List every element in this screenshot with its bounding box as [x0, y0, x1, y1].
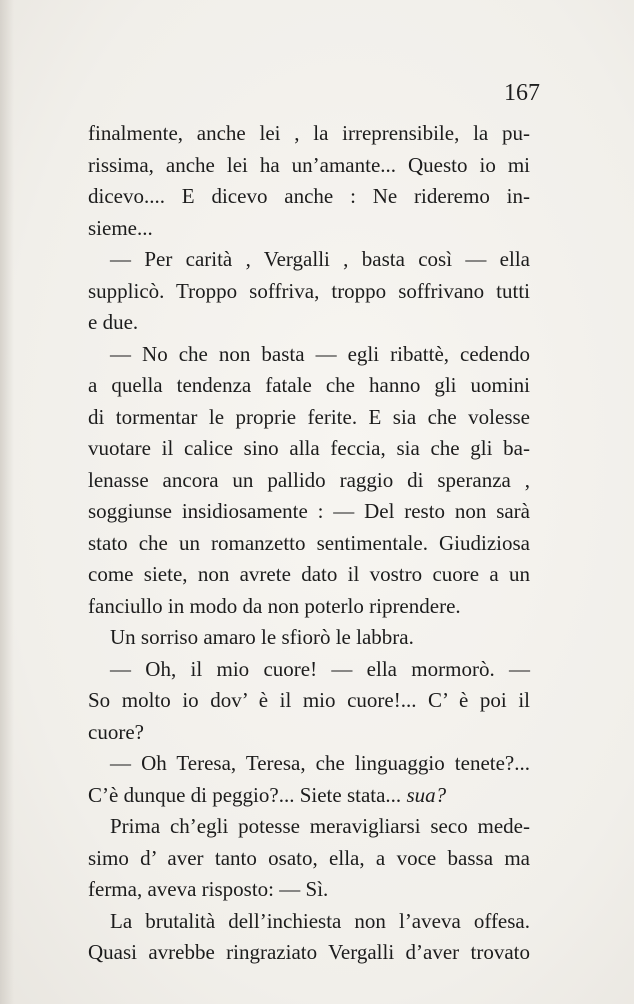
text-line-content: sieme... — [88, 215, 153, 240]
text-line — [88, 181, 530, 213]
text-line-content: — Per carità , Vergalli , basta così — ella — [110, 247, 530, 271]
text-line — [88, 559, 530, 591]
text-line — [88, 433, 530, 465]
text-line-content: La brutalità dell’inchiesta non l’aveva offesa. — [110, 908, 530, 933]
text-line-content: soggiunse insidiosamente : — Del resto non sarà — [88, 499, 530, 523]
text-line — [88, 118, 530, 150]
text-line-content: di tormentar le proprie ferite. E sia che volesse — [88, 404, 530, 429]
text-line-content: stato che un romanzetto sentimentale. Giudiziosa — [88, 530, 530, 555]
text-line — [88, 874, 530, 906]
text-line — [88, 654, 530, 686]
text-line — [88, 685, 530, 717]
text-line-content: simo d’ aver tanto osato, ella, a voce bassa ma — [88, 845, 530, 870]
text-line-content: — Oh, il mio cuore! — ella mormorò. — — [110, 656, 530, 681]
text-line-content: Quasi avrebbe ringraziato Vergalli d’aver trovato — [88, 940, 530, 964]
page-number: 167 — [504, 80, 540, 106]
text-line-content: Prima ch’egli potesse meravigliarsi seco mede- — [110, 814, 530, 838]
text-line — [88, 622, 530, 654]
text-line — [88, 370, 530, 402]
text-line-content: e due. — [88, 310, 139, 334]
italic-word: sua? — [406, 782, 447, 807]
text-line-content: Un sorriso amaro le sfiorò le labbra. — [110, 625, 414, 649]
text-line-content: So molto io dov’ è il mio cuore!... C’ è poi il — [88, 688, 530, 712]
text-line — [88, 937, 530, 969]
text-line-content: dicevo.... E dicevo anche : Ne rideremo in- — [88, 184, 530, 208]
text-line — [88, 465, 530, 497]
text-line-content: finalmente, anche lei , la irreprensibile, la pu- — [88, 121, 530, 145]
text-line — [88, 150, 530, 182]
page-gutter-shadow — [0, 0, 14, 1004]
text-line — [88, 780, 530, 812]
text-line — [88, 811, 530, 843]
text-line-content: a quella tendenza fatale che hanno gli uomini — [88, 373, 530, 397]
text-line-content: C’è dunque di peggio?... Siete stata... — [88, 782, 407, 807]
text-line-content: fanciullo in modo da non poterlo riprendere. — [88, 593, 461, 618]
text-line — [88, 591, 530, 623]
text-line-content: ferma, aveva risposto: — Sì. — [88, 877, 329, 901]
text-line — [88, 748, 530, 780]
text-line-content: — No che non basta — egli ribattè, cedendo — [110, 341, 530, 366]
text-line — [88, 402, 530, 434]
text-line-content: cuore? — [88, 719, 144, 744]
text-line — [88, 213, 530, 245]
text-line — [88, 528, 530, 560]
text-line — [88, 339, 530, 371]
text-line-content: supplicò. Troppo soffriva, troppo soffrivano tutti — [88, 278, 530, 303]
text-line — [88, 276, 530, 308]
text-line — [88, 843, 530, 875]
text-line-content: vuotare il calice sino alla feccia, sia che gli ba- — [88, 436, 530, 460]
text-line-content: rissima, anche lei ha un’amante... Questo io mi — [88, 152, 530, 177]
text-line-content: — Oh Teresa, Teresa, che linguaggio tenete?... — [110, 751, 530, 775]
text-line — [88, 717, 530, 749]
text-line — [88, 307, 530, 339]
text-line-content: come siete, non avrete dato il vostro cuore a un — [88, 562, 530, 586]
body-text — [88, 118, 530, 969]
text-line — [88, 906, 530, 938]
text-line-content: lenasse ancora un pallido raggio di speranza , — [88, 467, 530, 492]
text-line — [88, 496, 530, 528]
text-line — [88, 244, 530, 276]
